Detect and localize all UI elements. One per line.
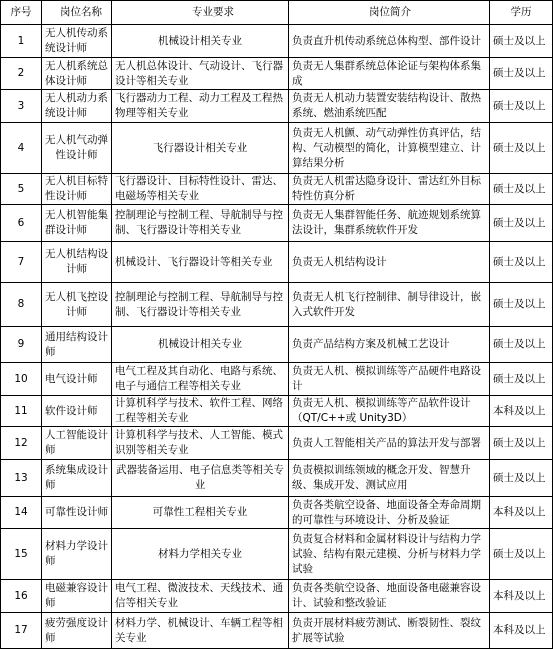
cell-major: 飞行器动力工程、动力工程及工程热物理等相关专业 [112,90,289,123]
cell-major: 飞行器设计、目标特性设计、雷达、电磁场等相关专业 [112,174,289,205]
cell-major: 控制理论与控制工程、导航制导与控制、飞行器设计等相关专业 [112,283,289,327]
cell-major: 机械设计、飞行器设计等相关专业 [112,242,289,283]
cell-no: 13 [1,460,42,497]
cell-no: 7 [1,242,42,283]
cell-edu: 硕士及以上 [490,427,553,460]
header-name: 岗位名称 [42,1,112,25]
cell-no: 11 [1,396,42,427]
cell-no: 15 [1,529,42,580]
cell-edu: 硕士及以上 [490,283,553,327]
cell-intro: 负责无人机、模拟训练等产品硬件电路设计 [289,363,490,396]
table-row [1,460,553,497]
cell-major: 机械设计相关专业 [112,25,289,58]
cell-edu: 硕士及以上 [490,327,553,363]
cell-no: 17 [1,613,42,649]
cell-edu: 本科及以上 [490,580,553,613]
cell-name: 疲劳强度设计师 [42,613,112,649]
table-row [1,497,553,529]
cell-edu: 硕士及以上 [490,363,553,396]
cell-name: 电磁兼容设计师 [42,580,112,613]
cell-no: 12 [1,427,42,460]
cell-intro: 负责无人集群系统总体论证与架构体系集成 [289,58,490,90]
table-row [1,529,553,580]
cell-name: 材料力学设计师 [42,529,112,580]
header-major: 专业要求 [112,1,289,25]
cell-no: 9 [1,327,42,363]
cell-edu: 本科及以上 [490,497,553,529]
cell-name: 无人机动力系统设计师 [42,90,112,123]
cell-edu: 硕士及以上 [490,205,553,242]
cell-edu: 本科及以上 [490,396,553,427]
cell-edu: 硕士及以上 [490,174,553,205]
table-row [1,427,553,460]
cell-name: 通用结构设计师 [42,327,112,363]
table-header-row [1,1,553,25]
cell-intro: 负责复合材料和金属材料设计与结构力学试验、结构有限元建模、分析与材料力学试验 [289,529,490,580]
cell-intro: 负责无人机雷达隐身设计、雷达红外目标特性仿真分析 [289,174,490,205]
table-row [1,396,553,427]
cell-intro: 负责开展材料疲劳测试、断裂韧性、裂纹扩展等试验 [289,613,490,649]
cell-no: 1 [1,25,42,58]
cell-major: 材料力学相关专业 [112,529,289,580]
table-row [1,613,553,649]
cell-major: 无人机总体设计、气动设计、飞行器设计等相关专业 [112,58,289,90]
cell-name: 无人机气动弹性设计师 [42,123,112,174]
cell-name: 无人机飞控设计师 [42,283,112,327]
cell-edu: 硕士及以上 [490,460,553,497]
cell-edu: 硕士及以上 [490,90,553,123]
table-row [1,283,553,327]
cell-intro: 负责各类航空设备、地面设备电磁兼容设计、试验和整改验证 [289,580,490,613]
cell-major: 计算机科学与技术、人工智能、模式识别等相关专业 [112,427,289,460]
table-row [1,363,553,396]
cell-intro: 负责直升机传动系统总体构型、部件设计 [289,25,490,58]
cell-name: 无人机结构设计师 [42,242,112,283]
cell-intro: 负责无人机、模拟训练等产品软件设计（QT/C++或 Unity3D） [289,396,490,427]
cell-no: 10 [1,363,42,396]
header-edu: 学历 [490,1,553,25]
table-row [1,580,553,613]
cell-edu: 本科及以上 [490,613,553,649]
cell-intro: 负责人工智能相关产品的算法开发与部署 [289,427,490,460]
table-row [1,242,553,283]
cell-no: 8 [1,283,42,327]
cell-no: 3 [1,90,42,123]
cell-name: 电气设计师 [42,363,112,396]
cell-major: 武器装备运用、电子信息类等相关专业 [112,460,289,497]
cell-major: 机械设计相关专业 [112,327,289,363]
cell-major: 控制理论与控制工程、导航制导与控制、飞行器设计等相关专业 [112,205,289,242]
cell-edu: 硕士及以上 [490,529,553,580]
cell-major: 材料力学、机械设计、车辆工程等相关专业 [112,613,289,649]
cell-edu: 硕士及以上 [490,58,553,90]
cell-intro: 负责模拟训练领域的概念开发、智慧升级、集成开发、测试应用 [289,460,490,497]
table-body [1,25,553,649]
cell-edu: 硕士及以上 [490,25,553,58]
cell-no: 6 [1,205,42,242]
cell-major: 电气工程、微波技术、天线技术、通信等相关专业 [112,580,289,613]
cell-no: 5 [1,174,42,205]
cell-no: 4 [1,123,42,174]
cell-name: 无人机系统总体设计师 [42,58,112,90]
cell-no: 2 [1,58,42,90]
cell-intro: 负责无人机颤、动气动弹性仿真评估，结构、气动模型的简化，计算模型建立、计算结果分析 [289,123,490,174]
cell-edu: 硕士及以上 [490,123,553,174]
cell-name: 人工智能设计师 [42,427,112,460]
cell-name: 系统集成设计师 [42,460,112,497]
cell-major: 电气工程及其自动化、电路与系统、电子与通信工程等相关专业 [112,363,289,396]
cell-intro: 负责无人机结构设计 [289,242,490,283]
cell-major: 飞行器设计相关专业 [112,123,289,174]
cell-intro: 负责无人机飞行控制律、制导律设计，嵌入式软件开发 [289,283,490,327]
cell-intro: 负责无人机动力装置安装结构设计、散热系统、燃油系统匹配 [289,90,490,123]
table-row [1,174,553,205]
cell-name: 无人机传动系统设计师 [42,25,112,58]
table-row [1,58,553,90]
header-intro: 岗位简介 [289,1,490,25]
table-row [1,327,553,363]
cell-intro: 负责各类航空设备、地面设备全寿命周期的可靠性与环境设计、分析及验证 [289,497,490,529]
cell-edu: 硕士及以上 [490,242,553,283]
cell-no: 14 [1,497,42,529]
cell-name: 软件设计师 [42,396,112,427]
cell-major: 计算机科学与技术、软件工程、网络工程等相关专业 [112,396,289,427]
table-row [1,90,553,123]
cell-name: 无人机目标特性设计师 [42,174,112,205]
table-row [1,205,553,242]
cell-no: 16 [1,580,42,613]
table-row [1,123,553,174]
header-no: 序号 [1,1,42,25]
cell-name: 可靠性设计师 [42,497,112,529]
cell-intro: 负责产品结构方案及机械工艺设计 [289,327,490,363]
table-row [1,25,553,58]
cell-major: 可靠性工程相关专业 [112,497,289,529]
cell-name: 无人机智能集群设计师 [42,205,112,242]
cell-intro: 负责无人集群智能任务、航迹规划系统算法设计，集群系统软件开发 [289,205,490,242]
